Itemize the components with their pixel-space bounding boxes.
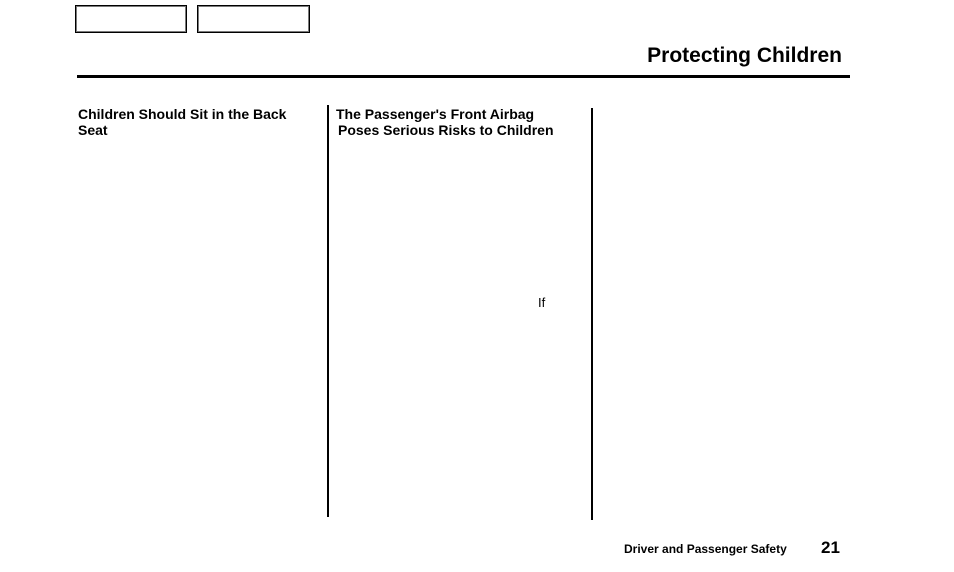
page-title: Protecting Children (647, 44, 842, 67)
body-text-fragment: If (538, 295, 546, 310)
footer-section-title: Driver and Passenger Safety (624, 542, 787, 556)
column-divider-right (591, 108, 593, 520)
section-heading-airbag-line1: The Passenger's Front Airbag (336, 106, 535, 122)
page-number: 21 (821, 538, 840, 557)
section-heading-airbag-line2: Poses Serious Risks to Children (338, 122, 554, 138)
title-divider (77, 75, 850, 78)
nav-button-2[interactable] (197, 5, 310, 33)
column-divider-left (327, 105, 329, 517)
section-heading-back-seat: Children Should Sit in the Back Seat (78, 106, 287, 138)
nav-button-1[interactable] (75, 5, 187, 33)
